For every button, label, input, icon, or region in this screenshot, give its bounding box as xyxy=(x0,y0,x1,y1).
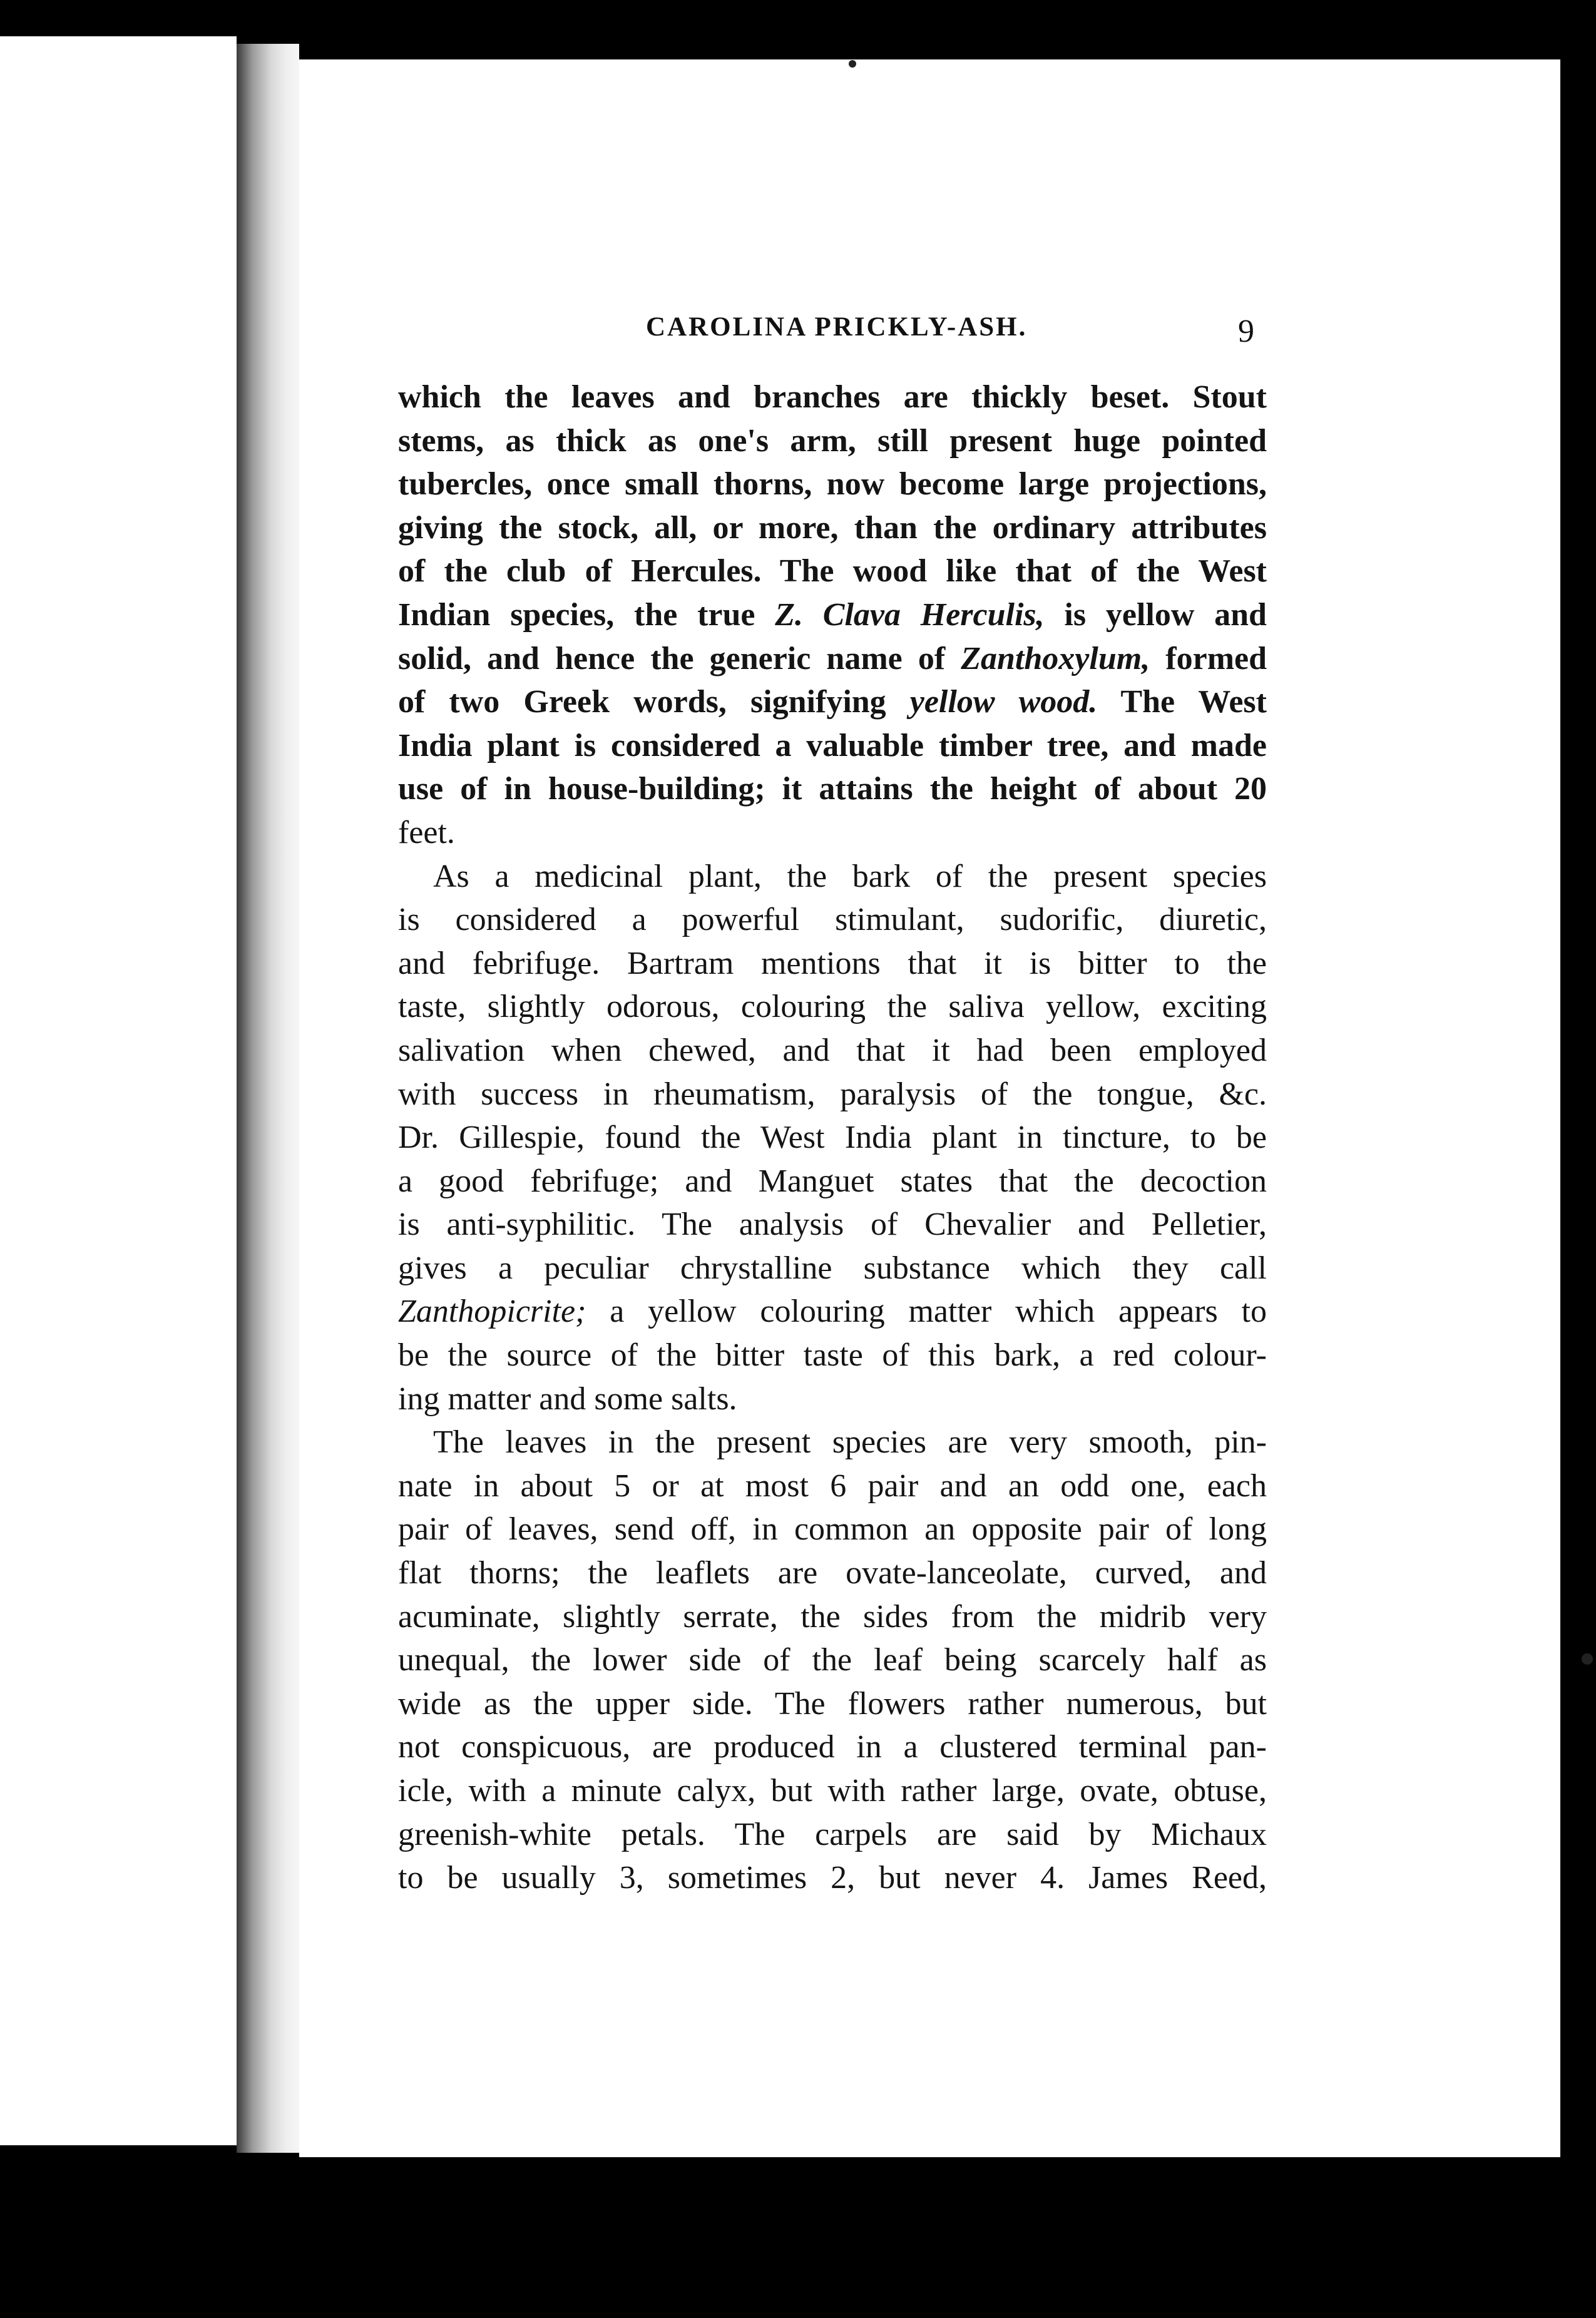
text-line: greenish-white petals. The carpels are said by Michaux xyxy=(398,1816,1267,1852)
text-line xyxy=(398,680,1267,724)
text-line: wide as the upper side. The flowers rather numerous, but xyxy=(398,1685,1267,1722)
text-line xyxy=(398,1290,1267,1334)
text-line: which the leaves and branches are thickly beset. Stout xyxy=(398,379,1267,415)
italic-phrase: Zanthoxylum, xyxy=(961,640,1150,677)
text-line: salivation when chewed, and that it had been employed xyxy=(398,1032,1267,1068)
text-line: tubercles, once small thorns, now become large projections, xyxy=(398,466,1267,503)
ink-speck xyxy=(849,60,856,68)
text-line: a good febrifuge; and Manguet states that the decoction xyxy=(398,1163,1267,1199)
text-run: of two Greek words, signifying xyxy=(398,684,910,720)
text-line: ing matter and some salts. xyxy=(398,1381,737,1417)
ink-speck xyxy=(1582,1653,1593,1665)
text-line: Dr. Gillespie, found the West India plant in tincture, to be xyxy=(398,1120,1267,1156)
text-run: is yellow and xyxy=(1044,596,1267,633)
italic-phrase: yellow wood. xyxy=(909,684,1098,720)
text-run: Indian species, the true xyxy=(398,596,775,633)
text-line: stems, as thick as one's arm, still present huge pointed xyxy=(398,422,1267,459)
body-text xyxy=(398,375,1267,1900)
text-run: The West xyxy=(1097,684,1267,720)
text-line: is considered a powerful stimulant, sudorific, diuretic, xyxy=(398,902,1267,938)
text-line: unequal, the lower side of the leaf being scarcely half as xyxy=(398,1642,1267,1678)
text-line: use of in house-building; it attains the height of about 20 xyxy=(398,771,1267,807)
text-line: The leaves in the present species are very smooth, pin- xyxy=(433,1424,1267,1461)
running-title: CAROLINA PRICKLY-ASH. xyxy=(646,312,1028,342)
text-line: is anti-syphilitic. The analysis of Chevalier and Pelletier, xyxy=(398,1207,1267,1243)
page-number: 9 xyxy=(1238,314,1254,349)
text-line: nate in about 5 or at most 6 pair and an odd one, each xyxy=(398,1468,1267,1504)
text-line: be the source of the bitter taste of this bark, a red colour- xyxy=(398,1337,1267,1374)
text-line xyxy=(398,637,1267,681)
text-line: flat thorns; the leaflets are ovate-lanceolate, curved, and xyxy=(398,1555,1267,1591)
text-line: to be usually 3, sometimes 2, but never 4. James Reed, xyxy=(398,1860,1267,1896)
book-gutter xyxy=(237,44,299,2153)
italic-phrase: Z. Clava Herculis, xyxy=(775,596,1045,633)
text-line: gives a peculiar chrystalline substance which they call xyxy=(398,1250,1267,1286)
text-line: and febrifuge. Bartram mentions that it is bitter to the xyxy=(398,945,1267,981)
text-line: with success in rheumatism, paralysis of the tongue, &c. xyxy=(398,1076,1267,1112)
text-run: formed xyxy=(1150,640,1267,677)
text-line: India plant is considered a valuable timber tree, and made xyxy=(398,727,1267,763)
running-head xyxy=(0,312,1596,355)
text-line: acuminate, slightly serrate, the sides from the midrib very xyxy=(398,1598,1267,1635)
text-line: giving the stock, all, or more, than the ordinary attributes xyxy=(398,509,1267,546)
text-line: icle, with a minute calyx, but with rather large, ovate, obtuse, xyxy=(398,1773,1267,1809)
text-line: pair of leaves, send off, in common an opposite pair of long xyxy=(398,1511,1267,1548)
text-line: feet. xyxy=(398,814,455,850)
text-line: taste, slightly odorous, colouring the saliva yellow, exciting xyxy=(398,989,1267,1025)
text-line xyxy=(398,593,1267,637)
text-line: of the club of Hercules. The wood like that of the West xyxy=(398,553,1267,590)
text-run: a yellow colouring matter which appears to xyxy=(586,1294,1267,1330)
italic-phrase: Zanthopicrite; xyxy=(398,1294,586,1330)
text-line: As a medicinal plant, the bark of the present species xyxy=(433,858,1267,894)
text-run: solid, and hence the generic name of xyxy=(398,640,961,677)
text-line: not conspicuous, are produced in a clustered terminal pan- xyxy=(398,1729,1267,1765)
